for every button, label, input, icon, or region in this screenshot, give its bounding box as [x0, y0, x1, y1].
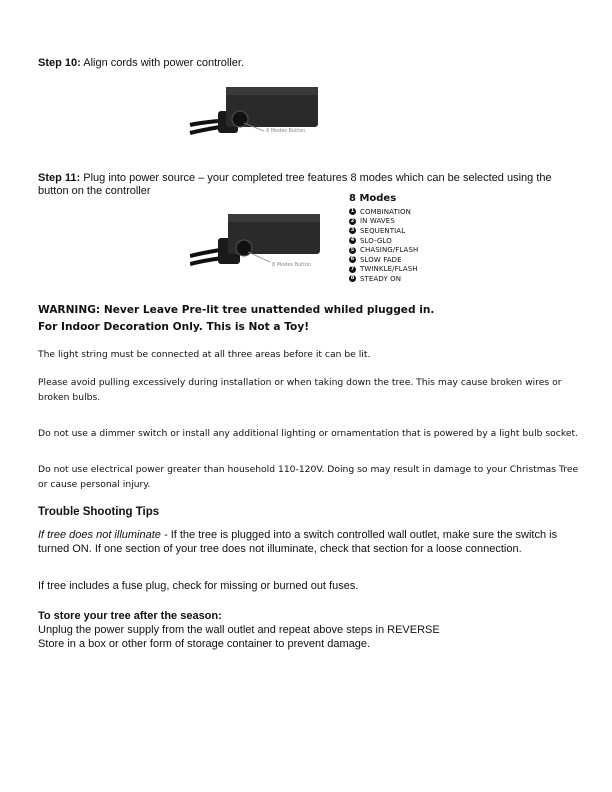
mode-label: COMBINATION: [360, 207, 411, 216]
warning-line-2: For Indoor Decoration Only. This is Not a Toy!: [38, 321, 310, 333]
storage-line-2: Store in a box or other form of storage container to prevent damage.: [38, 638, 371, 650]
power-controller-icon-2: [190, 200, 340, 280]
mode-number-icon: 7: [350, 265, 355, 272]
paragraph-2: Please avoid pulling excessively during installation or when taking down the tree. This may cause broken wires or broken bulbs.: [38, 377, 562, 403]
step11-button-label: 8 Modes Button: [272, 262, 312, 268]
mode-item: [349, 217, 449, 227]
mode-number-icon: 2: [350, 217, 355, 224]
mode-number-icon: 8: [350, 275, 355, 282]
storage-line-1: Unplug the power supply from the wall outlet and repeat above steps in REVERSE: [38, 624, 440, 636]
storage-block: [38, 609, 578, 651]
mode-number-icon: 4: [350, 237, 355, 244]
mode-item: [349, 245, 449, 255]
step11-label: Step 11:: [38, 172, 81, 184]
mode-item: [349, 265, 449, 275]
troubleshooting-heading: Trouble Shooting Tips: [38, 506, 160, 518]
warning-block: [38, 302, 578, 336]
step11-text: [38, 172, 566, 198]
step10-label: Step 10:: [38, 57, 81, 69]
troubleshooting-text-1: [38, 528, 566, 556]
mode-label: SLOW FADE: [360, 255, 402, 264]
mode-label: TWINKLE/FLASH: [360, 265, 418, 274]
mode-label: IN WAVES: [360, 217, 395, 226]
troubleshooting-body: If the tree is plugged into a switch controlled wall outlet, make sure the switch is turned ON. If one section of your tree does not illuminate, check that section for a loose connection.: [38, 529, 558, 555]
paragraph-3: Do not use a dimmer switch or install any additional lighting or ornamentation that is powered by a light bulb socket.: [38, 428, 579, 439]
mode-item: [349, 207, 449, 217]
mode-label: SLO-GLO: [360, 236, 392, 245]
troubleshooting-text-2: If tree includes a fuse plug, check for missing or burned out fuses.: [38, 580, 359, 592]
mode-item: [349, 226, 449, 236]
mode-label: CHASING/FLASH: [360, 246, 419, 255]
mode-number-icon: 6: [350, 256, 355, 263]
mode-label: STEADY ON: [360, 274, 402, 283]
paragraph-1: The light string must be connected at all three areas before it can be lit.: [38, 349, 371, 360]
step10-body: Align cords with power controller.: [80, 57, 245, 69]
step10-text: [38, 57, 578, 70]
mode-item: [349, 274, 449, 284]
controller-image-1: [188, 73, 348, 145]
mode-number-icon: 3: [350, 227, 355, 234]
modes-list: [349, 193, 449, 284]
modes-title: 8 Modes: [349, 193, 397, 204]
troubleshooting-italic-lead: If tree does not illuminate -: [38, 529, 171, 541]
mode-item: [349, 255, 449, 265]
mode-label: SEQUENTIAL: [360, 226, 406, 235]
controller-image-2: [190, 200, 340, 280]
power-controller-icon: [188, 73, 348, 145]
mode-item: [349, 236, 449, 246]
mode-number-icon: 5: [350, 246, 355, 253]
step11-body: Plug into power source – your completed tree features 8 modes which can be selected using the button on the controller: [38, 172, 552, 197]
mode-number-icon: 1: [350, 208, 355, 215]
warning-line-1: WARNING: Never Leave Pre-lit tree unattended whiled plugged in.: [38, 304, 435, 316]
storage-heading: To store your tree after the season:: [38, 610, 222, 622]
step10-button-label: 8 Modes Button: [266, 128, 306, 134]
paragraph-4: Do not use electrical power greater than household 110-120V. Doing so may result in damage to your Christmas Tree or cause personal injury.: [38, 464, 579, 490]
